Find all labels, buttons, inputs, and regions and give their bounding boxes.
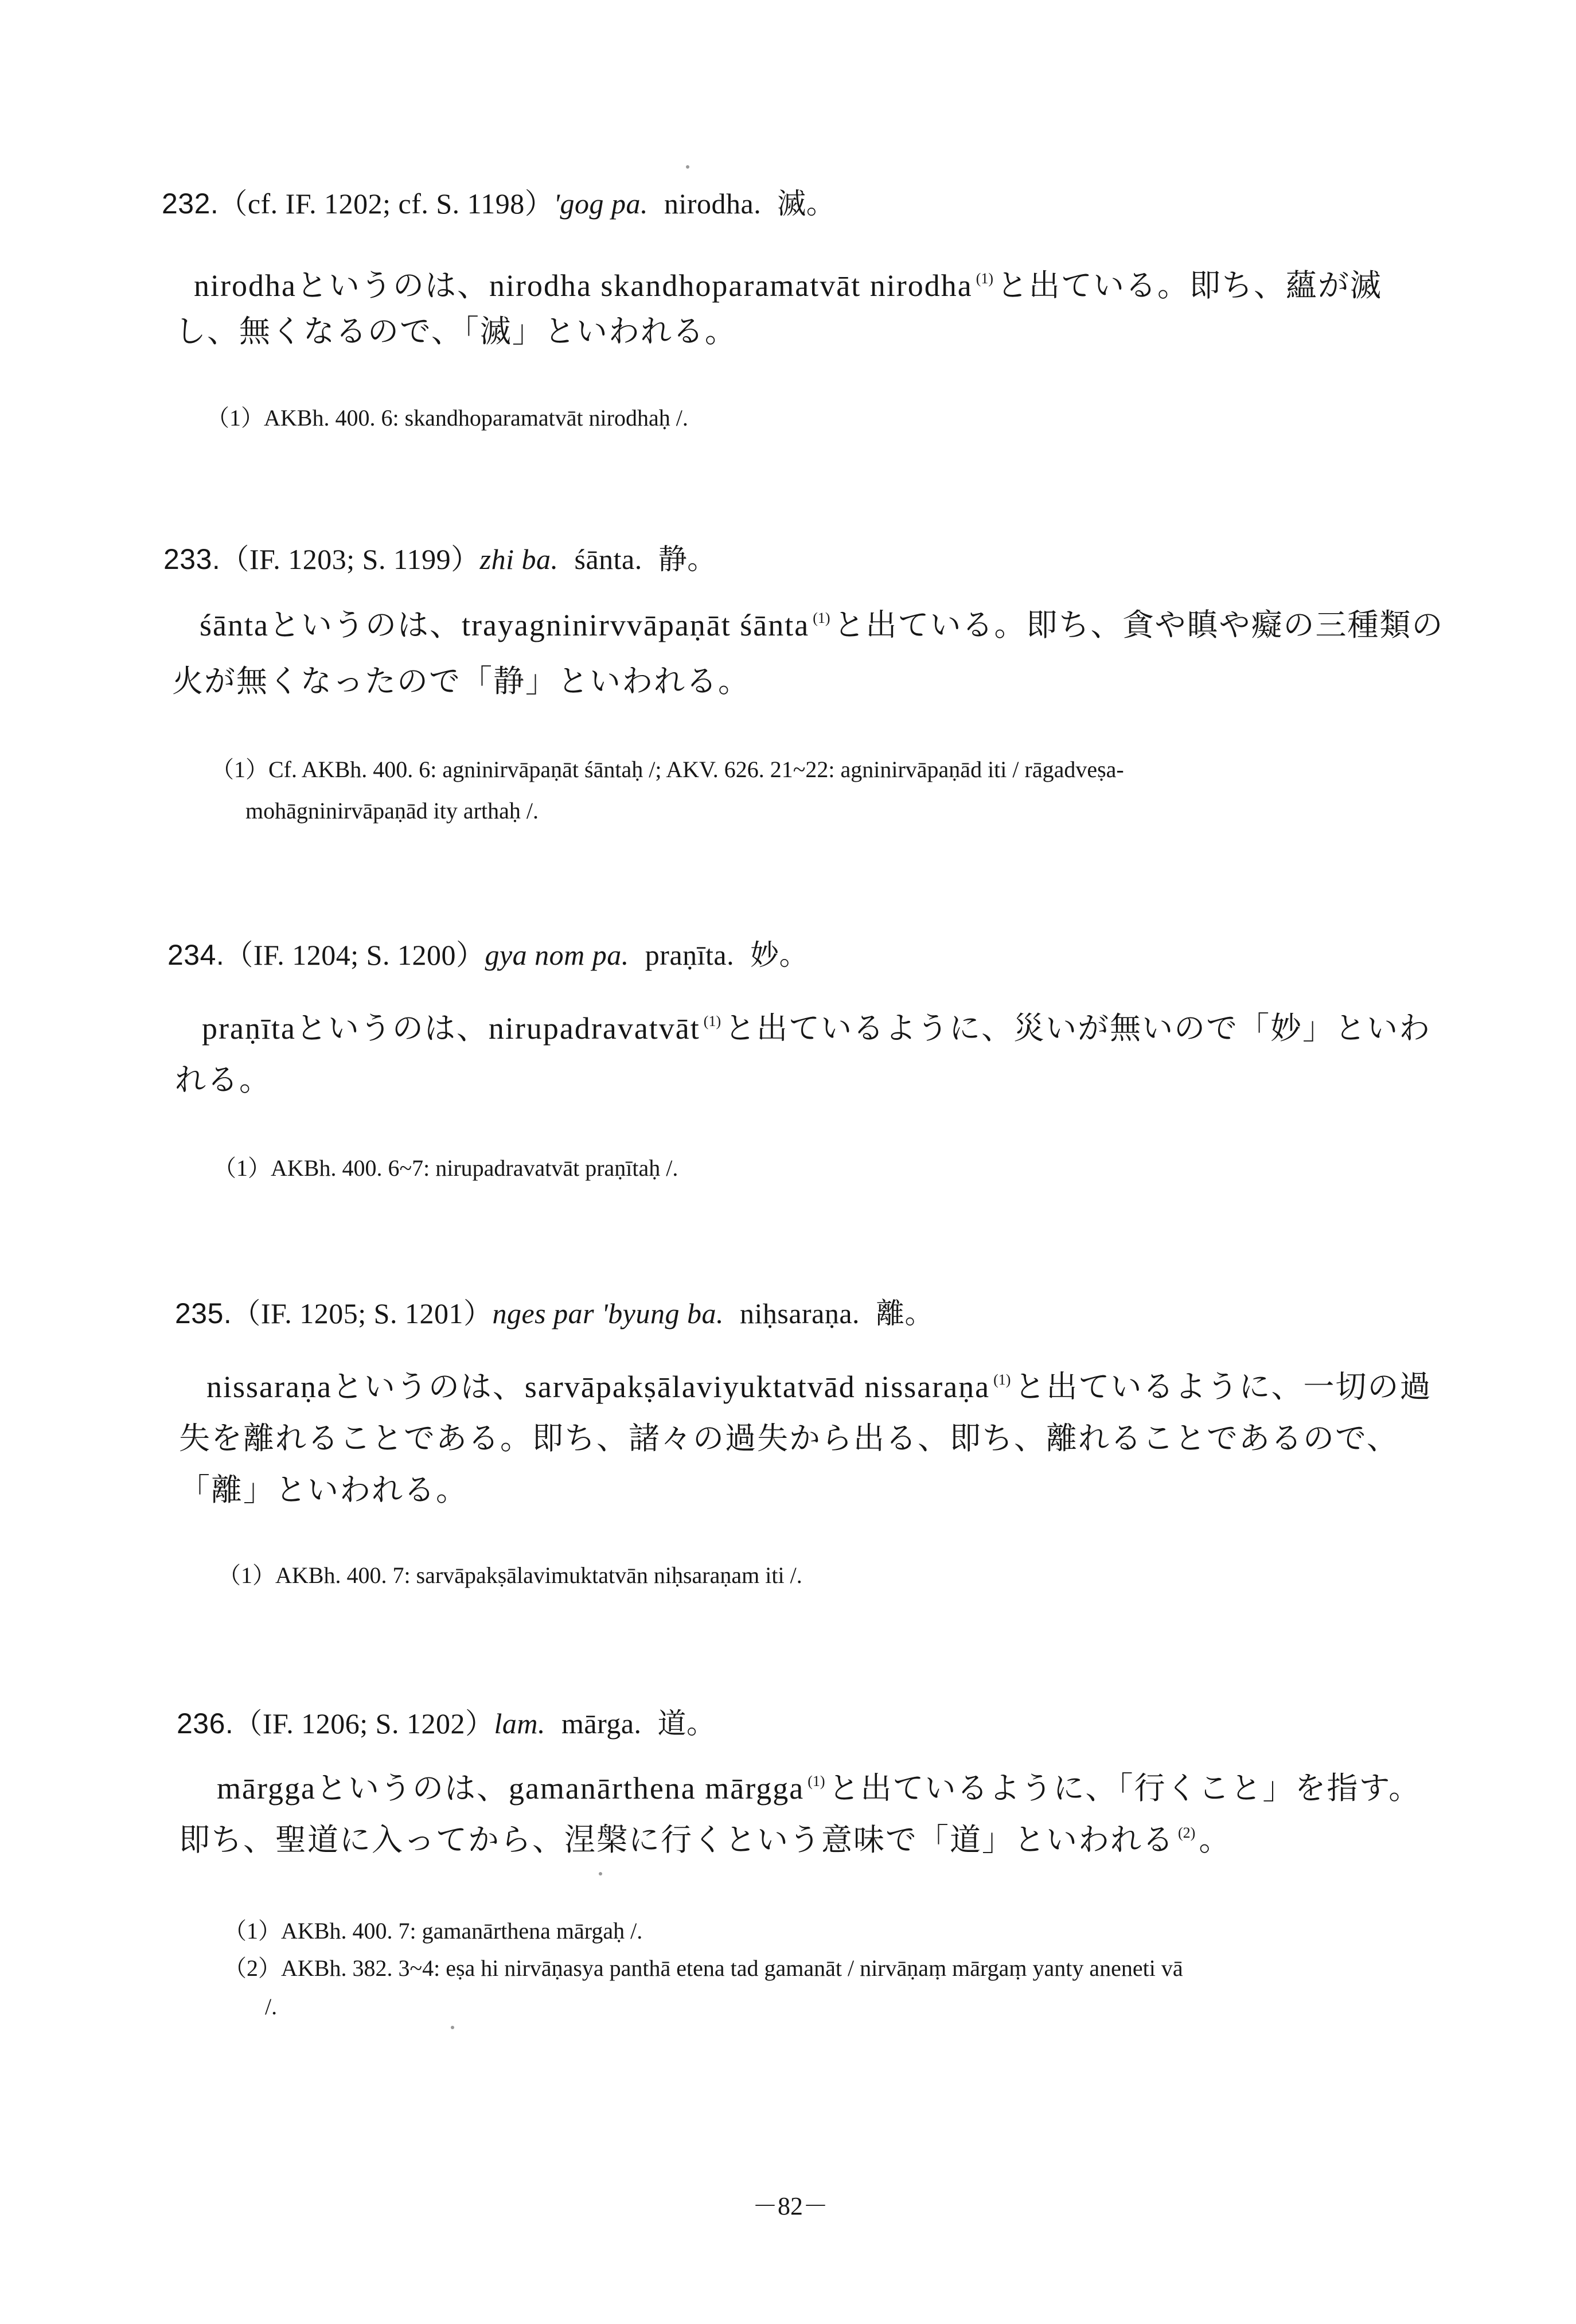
entry-heading <box>175 1290 934 1332</box>
sanskrit-term: praṇīta. <box>645 939 735 971</box>
footnote: （1）AKBh. 400. 7: sarvāpakṣālavimuktatvān niḥsaraṇam iti /. <box>218 1562 802 1588</box>
scan-speck <box>451 2026 454 2029</box>
body-line: mārggaというのは、gamanārthena mārgga $^{(1)}$ と出ているように、「行くこと」を指す。 <box>217 1771 1421 1806</box>
footnote-ref: (2) <box>1178 1824 1196 1841</box>
entry-refs: （IF. 1205; S. 1201） <box>232 1297 493 1329</box>
entry-heading <box>177 1701 716 1742</box>
kanji-term: 道。 <box>657 1707 716 1740</box>
entry-number: 232. <box>162 188 219 220</box>
body-line: し、無くなるので、「滅」といわれる。 <box>175 314 737 349</box>
footnote: （1）AKBh. 400. 7: gamanārthena mārgaḥ /. <box>224 1918 643 1944</box>
entry-refs: （IF. 1206; S. 1202） <box>233 1707 494 1740</box>
sanskrit-term: niḥsaraṇa. <box>739 1297 860 1329</box>
kanji-term: 妙。 <box>750 939 809 971</box>
tibetan-term: 'gog pa. <box>553 188 649 220</box>
entry-number: 233. <box>163 543 221 575</box>
scan-speck <box>686 165 689 169</box>
kanji-term: 静。 <box>658 543 716 575</box>
entry-heading <box>162 181 835 222</box>
entry-heading <box>167 932 808 973</box>
entry-refs: （IF. 1204; S. 1200） <box>224 939 485 971</box>
body-line: 失を離れることである。即ち、諸々の過失から出る、即ち、離れることであるので、 <box>179 1421 1399 1456</box>
footnote-ref: (1) <box>813 610 830 626</box>
entry-number: 236. <box>177 1707 234 1740</box>
body-line: れる。 <box>175 1063 271 1097</box>
footnote-ref: (1) <box>976 270 994 287</box>
footnote: （1）AKBh. 400. 6~7: nirupadravatvāt praṇītaḥ /. <box>213 1155 678 1181</box>
kanji-term: 滅。 <box>777 188 836 220</box>
footnote-ref: (1) <box>993 1371 1011 1388</box>
kanji-term: 離。 <box>876 1297 934 1329</box>
footnote-continuation: /. <box>265 1994 278 2019</box>
body-line: 「離」といわれる。 <box>179 1473 468 1507</box>
body-line: nissaraṇaというのは、sarvāpakṣālaviyuktatvād nissaraṇa $^{(1)}$ と出ているように、一切の過 <box>206 1370 1432 1404</box>
footnote: （1）AKBh. 400. 6: skandhoparamatvāt nirodhaḥ /. <box>206 405 688 431</box>
body-line: praṇītaというのは、nirupadravatvāt $^{(1)}$ と出ているように、災いが無いので「妙」といわ <box>202 1011 1431 1046</box>
entry-number: 234. <box>167 939 225 971</box>
entry-refs: （IF. 1203; S. 1199） <box>220 543 480 575</box>
footnote-continuation: mohāgninirvāpaṇād ity arthaḥ /. <box>245 798 539 824</box>
tibetan-term: nges par 'byung ba. <box>492 1297 724 1329</box>
page-number: －82－ <box>752 2192 828 2220</box>
body-line: 火が無くなったので「静」といわれる。 <box>172 664 750 699</box>
tibetan-term: gya nom pa. <box>485 939 629 971</box>
footnote-ref: (1) <box>807 1773 825 1789</box>
entry-refs: （cf. IF. 1202; cf. S. 1198） <box>219 188 554 220</box>
sanskrit-term: nirodha. <box>664 188 762 220</box>
sanskrit-term: śānta. <box>574 543 642 575</box>
body-line: nirodhaというのは、nirodha skandhoparamatvāt nirodha $^{(1)}$ と出ている。即ち、蘊が滅 <box>194 268 1383 303</box>
entry-heading <box>163 536 716 578</box>
tibetan-term: lam. <box>494 1707 545 1740</box>
entry-number: 235. <box>175 1297 232 1329</box>
tibetan-term: zhi ba. <box>479 543 559 575</box>
body-line: śāntaというのは、trayagninirvvāpaṇāt śānta $^{(1)}$ と出ている。即ち、貪や瞋や癡の三種類の <box>200 608 1444 642</box>
footnote-ref: (1) <box>703 1013 721 1030</box>
sanskrit-term: mārga. <box>561 1707 642 1740</box>
scan-speck <box>599 1872 602 1875</box>
body-line: 即ち、聖道に入ってから、涅槃に行くという意味で「道」といわれる $^{(2)}$ 。 <box>179 1823 1231 1857</box>
footnote: （1）Cf. AKBh. 400. 6: agninirvāpaṇāt śāntaḥ /; AKV. 626. 21~22: agninirvāpaṇād iti / rāgadveṣa- <box>211 757 1124 782</box>
footnote: （2）AKBh. 382. 3~4: eṣa hi nirvāṇasya panthā etena tad gamanāt / nirvāṇaṃ mārgaṃ yanty aneneti vā <box>224 1955 1183 1981</box>
